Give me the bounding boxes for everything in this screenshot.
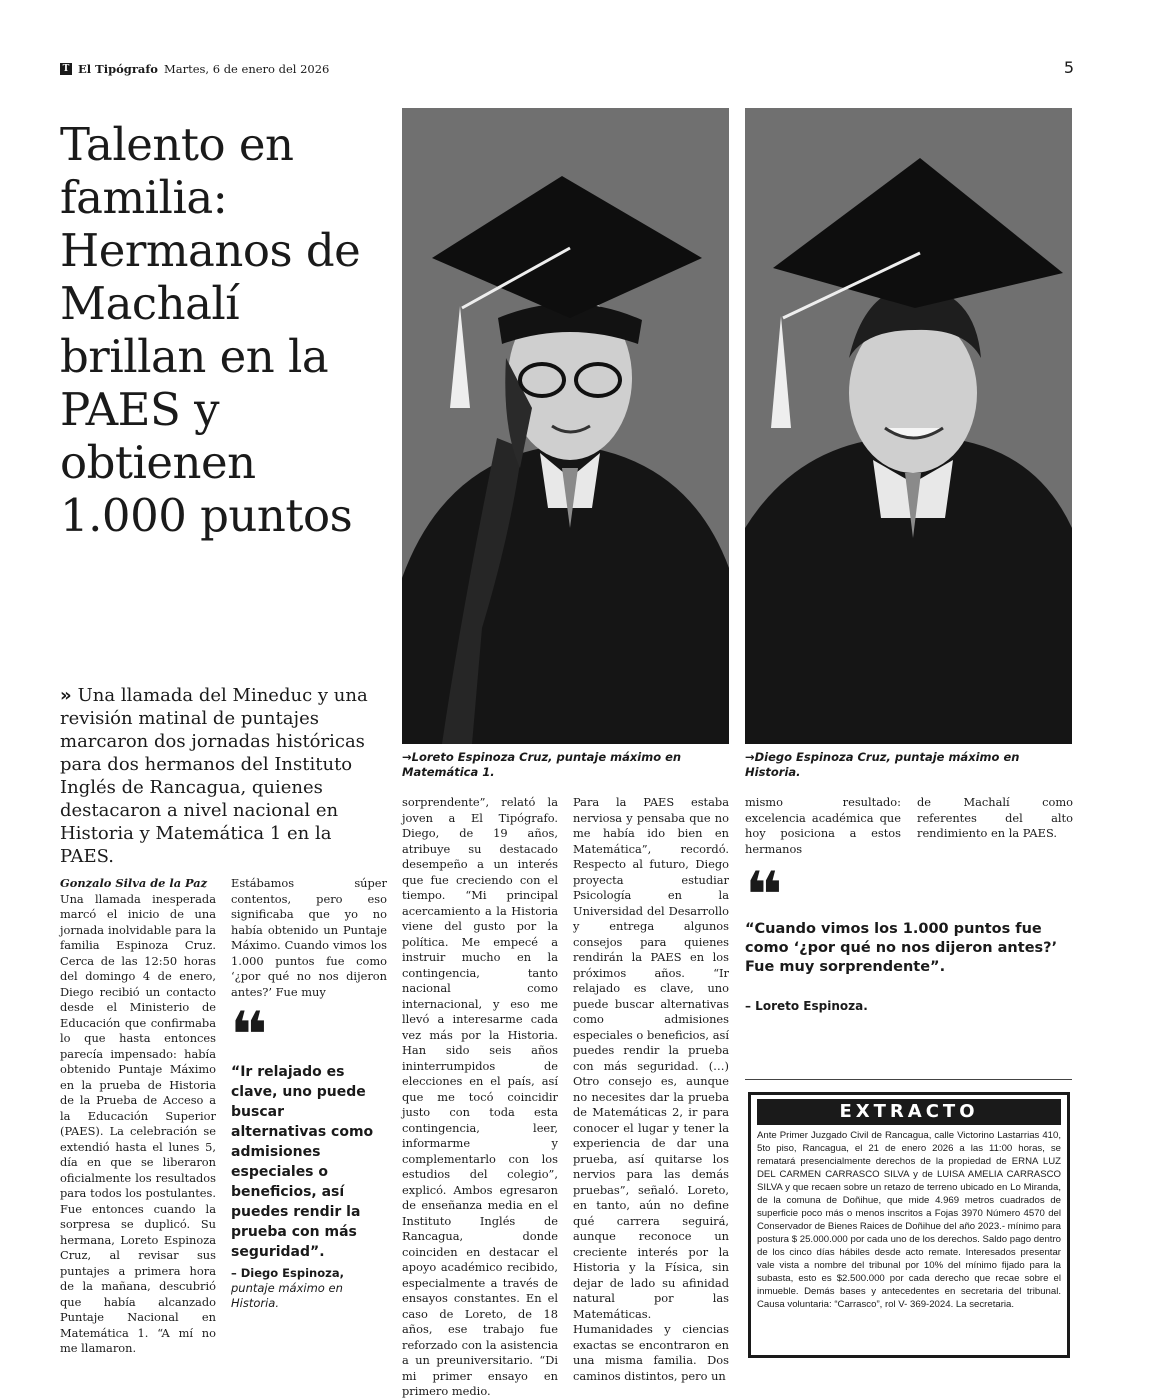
legal-notice-box: [748, 1092, 1070, 1358]
lead-marker-icon: »: [60, 685, 72, 706]
newspaper-name: El Tipógrafo: [78, 62, 158, 76]
page-number: 5: [1063, 58, 1074, 77]
pull-quote-loreto: “Cuando vimos los 1.000 puntos fue como ‘¿por qué no nos dijeron antes?’ Fue muy sorprendente”.: [745, 921, 1058, 975]
pull-quote-attribution: – Loreto Espinoza.: [745, 999, 868, 1013]
pull-quote-attribution: [231, 1266, 381, 1311]
photo-caption-loreto: →Loreto Espinoza Cruz, puntaje máximo en Matemática 1.: [402, 750, 682, 779]
body-text: de Machalí como referentes del alto rendimiento en la PAES.: [917, 795, 1073, 840]
body-text: Para la PAES estaba nerviosa y pensaba que no me había ido bien en Matemática”, recordó. Respecto al futuro, Diego proyecta estudiar Psicología en la Universidad del Desarrollo y entrega algunos consejos para quienes rendirán la PAES en los próximos años. “Ir relajado es clave, uno puede buscar alternativas como admisiones especiales o beneficios, así puedes rendir la prueba con más seguridad. (…) Otro consejo es, aunque no necesites dar la prueba de Matemáticas 2, ir para conocer el lugar y tener la experiencia de dar una prueba, así quitarse los nervios para las demás pruebas”, señaló. Loreto, en tanto, aún no define qué carrera seguirá, aunque reconoce un creciente interés por la Historia y la Física, sin dejar de lado su afinidad natural por las Matemáticas. Humanidades y ciencias exactas se encontraron en una misma familia. Dos caminos distintos, pero un: [573, 795, 729, 1383]
byline: Gonzalo Silva de la Paz: [60, 876, 208, 890]
body-column-1: [60, 876, 216, 1357]
issue-date: Martes, 6 de enero del 2026: [163, 62, 330, 76]
body-text: sorprendente”, relató la joven a El Tipógrafo. Diego, de 19 años, atribuye su destacado desempeño a un interés que fue creciendo con el tiempo. “Mi principal acercamiento a la Historia viene del gusto por la política. Me empecé a instruir mucho en la contingencia, tanto nacional como internacional, y eso me llevó a interesarme cada vez más por la Historia. Han sido seis años ininterrumpidos de elecciones en el país, así que me tocó coincidir justo con toda esta contingencia, leer, informarme y complementarlo con los estudios del colegio”, explicó. Ambos egresaron de enseñanza media en el Instituto Inglés de Rancagua, donde coinciden en destacar el apoyo académico recibido, especialmente a través de ensayos constantes. En el caso de Loreto, de 18 años, ese trabajo fue reforzado con la asistencia a un preuniversitario. “Di mi primer ensayo en primero medio.: [402, 795, 558, 1398]
legal-notice-text: Ante Primer Juzgado Civil de Rancagua, calle Victorino Lastarrias 410, 5to piso, Rancagua, el 21 de enero 2026 a las 11:00 horas, se rematará presencialmente derechos de la propiedad de ERNA LUZ DEL CARMEN CARRASCO SILVA y de LUISA AMELIA CARRASCO SILVA y que recaen sobre un retazo de terreno ubicado en Lo Miranda, de la comuna de Doñihue, que mide 4.969 metros cuadrados de superficie poco más o menos inscritos a Fojas 3970 Número 4570 del Conservador de Bienes Raices de Doñihue del año 2023.- mínimo para postura $ 25.000.000 por cada uno de los derechos. Saldo pago dentro de los cinco días hábiles desde acto remate. Interesados presentar vale vista a nombre del tribunal por 10% del mínimo fijado para la subasta, esto es $2.500.000 por cada derecho que recae sobre el inmueble. Demás bases y antecedentes en secretaria del tribunal. Causa voluntaria: “Carrasco”, rol V- 369-2024. La secretaria.: [757, 1130, 1061, 1310]
body-text: Una llamada inesperada marcó el inicio de una jornada inolvidable para la familia Espinoza Cruz. Cerca de las 12:50 horas del domingo 4 de enero, Diego recibió un contacto desde el Ministerio de Educación que confirmaba lo que hasta entonces parecía impensado: había obtenido Puntaje Máximo en la prueba de Historia de la Prueba de Acceso a la Educación Superior (PAES). La celebración se extendió hasta el lunes 5, día en que se liberaron oficialmente los resultados para todos los postulantes. Fue entonces cuando la sorpresa se duplicó. Su hermana, Loreto Espinoza Cruz, al revisar sus puntajes a primera hora de la mañana, descubrió que había alcanzado Puntaje Nacional en Matemática 1. “A mí no me llamaron.: [60, 891, 216, 1355]
section-divider: [745, 1079, 1072, 1080]
body-column-6: [917, 795, 1073, 842]
photo-caption-diego: →Diego Espinoza Cruz, puntaje máximo en Historia.: [745, 750, 1020, 779]
body-column-5: [745, 795, 901, 857]
body-text: Estábamos súper contentos, pero eso significaba que yo no había obtenido un Puntaje Máximo. Cuando vimos los 1.000 puntos fue como ‘¿por qué no nos dijeron antes?’ Fue muy: [231, 876, 387, 999]
newspaper-logo-icon: T: [60, 63, 72, 75]
photo-diego: [745, 108, 1072, 744]
article-lead: [60, 684, 378, 868]
body-column-3: [402, 795, 558, 1400]
legal-notice-title: EXTRACTO: [757, 1099, 1061, 1125]
photo-loreto: [402, 108, 729, 744]
body-column-2: [231, 876, 387, 1000]
graduate-portrait-icon: [745, 108, 1072, 744]
body-text: mismo resultado: excelencia académica que hoy posiciona a estos hermanos: [745, 795, 901, 856]
quote-mark-icon: ❝: [230, 999, 268, 1073]
masthead: [60, 60, 329, 78]
quote-mark-icon: ❝: [745, 859, 783, 933]
quote-author-role: puntaje máximo en Historia.: [231, 1281, 343, 1310]
lead-text: Una llamada del Mineduc y una revisión matinal de puntajes marcaron dos jornadas históricas para dos hermanos del Instituto Inglés de Rancagua, quienes destacaron a nivel nacional en Historia y Matemática 1 en la PAES.: [60, 685, 368, 867]
quote-author: – Diego Espinoza,: [231, 1266, 344, 1280]
graduate-portrait-icon: [402, 108, 729, 744]
body-column-4: [573, 795, 729, 1384]
article-headline: Talento en familia: Hermanos de Machalí brillan en la PAES y obtienen 1.000 puntos: [60, 118, 361, 542]
pull-quote-diego: “Ir relajado es clave, uno puede buscar alternativas como admisiones especiales o beneficios, así puedes rendir la prueba con más seguridad”.: [231, 1064, 374, 1260]
